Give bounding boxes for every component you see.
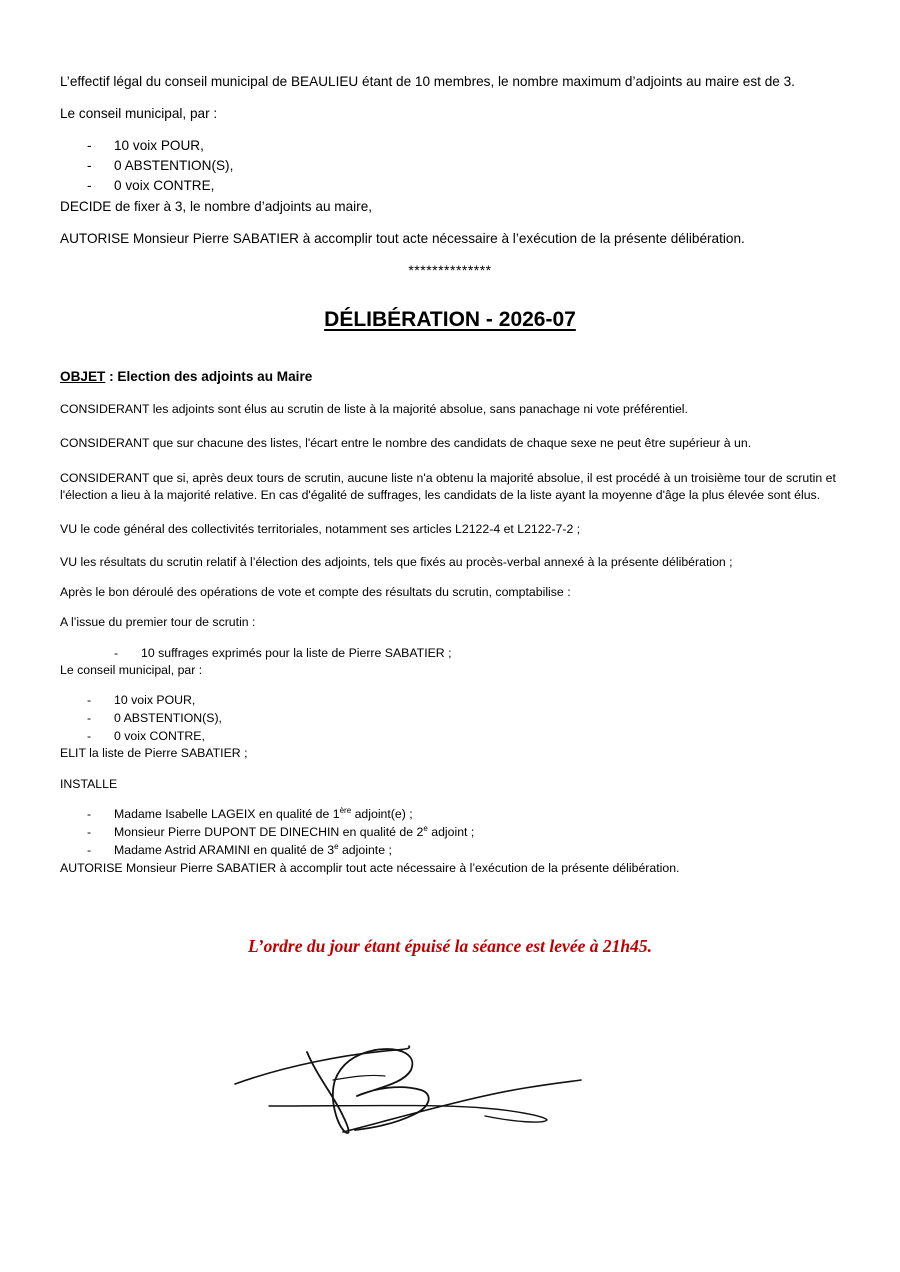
list-dash: - [87,158,92,173]
considerant-3-line-2: l'élection a lieu à la majorité relative. En cas d'égalité de suffrages, les candidats de la liste ayant la moyenne d'âge la plus élevée sont élus. [60,488,821,502]
adjoint-3-role: adjointe ; [338,843,392,857]
council-by-label: Le conseil municipal, par : [60,106,218,121]
deliberation-title [0,308,900,332]
list-dash: - [87,825,92,839]
elit-text: ELIT la liste de Pierre SABATIER ; [60,746,248,760]
adjoint-3-text: Madame Astrid ARAMINI en qualité de 3 [114,843,335,857]
vote-contre-2: 0 voix CONTRE, [114,729,205,743]
list-dash: - [87,843,92,857]
list-dash: - [87,807,92,821]
vu-code: VU le code général des collectivités territoriales, notamment ses articles L2122-4 et L2122-7-2 ; [60,522,581,536]
vu-resultats: VU les résultats du scrutin relatif à l’élection des adjoints, tels que fixés au procès-verbal annexé à la présente délibération ; [60,555,733,569]
vote-contre: 0 voix CONTRE, [114,178,215,193]
vote-pour: 10 voix POUR, [114,138,204,153]
adjoint-1 [114,807,413,822]
deliberation-title-text: DÉLIBÉRATION - 2026-07 [324,308,576,331]
considerant-2: CONSIDERANT que sur chacune des listes, l'écart entre le nombre des candidats de chaque sexe ne peut être supérieur à un. [60,436,752,450]
separator-stars: ************** [408,262,492,278]
list-dash: - [87,138,92,153]
vote-abstention: 0 ABSTENTION(S), [114,158,234,173]
apres-text: Après le bon déroulé des opérations de vote et compte des résultats du scrutin, comptabilise : [60,585,571,599]
decision-text: DECIDE de fixer à 3, le nombre d’adjoints au maire, [60,199,373,214]
adjoint-2-role: adjoint ; [427,825,475,839]
authorise-text: AUTORISE Monsieur Pierre SABATIER à accomplir tout acte nécessaire à l’exécution de la présente délibération. [60,231,745,246]
objet-separator: : [105,369,118,384]
council-by-label-2: Le conseil municipal, par : [60,663,203,677]
suffrages-text: 10 suffrages exprimés pour la liste de Pierre SABATIER ; [141,646,452,660]
considerant-3-line-1: CONSIDERANT que si, après deux tours de scrutin, aucune liste n'a obtenu la majorité absolue, il est procédé à un troisième tour de scrutin et [60,471,836,485]
list-dash: - [87,178,92,193]
vote-abstention-2: 0 ABSTENTION(S), [114,711,222,725]
signature-image [225,1036,595,1146]
objet-text: Election des adjoints au Maire [117,369,313,384]
adjoint-2-text: Monsieur Pierre DUPONT DE DINECHIN en qualité de 2 [114,825,424,839]
adjoint-1-ordinal: ère [339,805,352,815]
intro-paragraph: L’effectif légal du conseil municipal de BEAULIEU étant de 10 membres, le nombre maximum d’adjoints au maire est de 3. [60,74,795,89]
vote-pour-2: 10 voix POUR, [114,693,196,707]
list-dash: - [114,646,119,660]
adjoint-3 [114,843,392,858]
adjoint-1-role: adjoint(e) ; [351,807,413,821]
list-dash: - [87,711,92,725]
objet-label: OBJET [60,369,106,384]
adjoint-2-ordinal: e [423,823,428,833]
adjoint-1-text: Madame Isabelle LAGEIX en qualité de 1 [114,807,340,821]
list-dash: - [87,693,92,707]
authorise-text-2: AUTORISE Monsieur Pierre SABATIER à accomplir tout acte nécessaire à l’exécution de la présente délibération. [60,861,680,875]
objet-line [60,369,312,385]
closing-statement: L’ordre du jour étant épuisé la séance est levée à 21h45. [248,936,652,956]
considerant-1: CONSIDERANT les adjoints sont élus au scrutin de liste à la majorité absolue, sans panachage ni vote préférentiel. [60,402,688,416]
adjoint-3-ordinal: e [334,841,339,851]
installe-label: INSTALLE [60,777,118,791]
list-dash: - [87,729,92,743]
premier-tour: A l’issue du premier tour de scrutin : [60,615,256,629]
adjoint-2 [114,825,474,840]
